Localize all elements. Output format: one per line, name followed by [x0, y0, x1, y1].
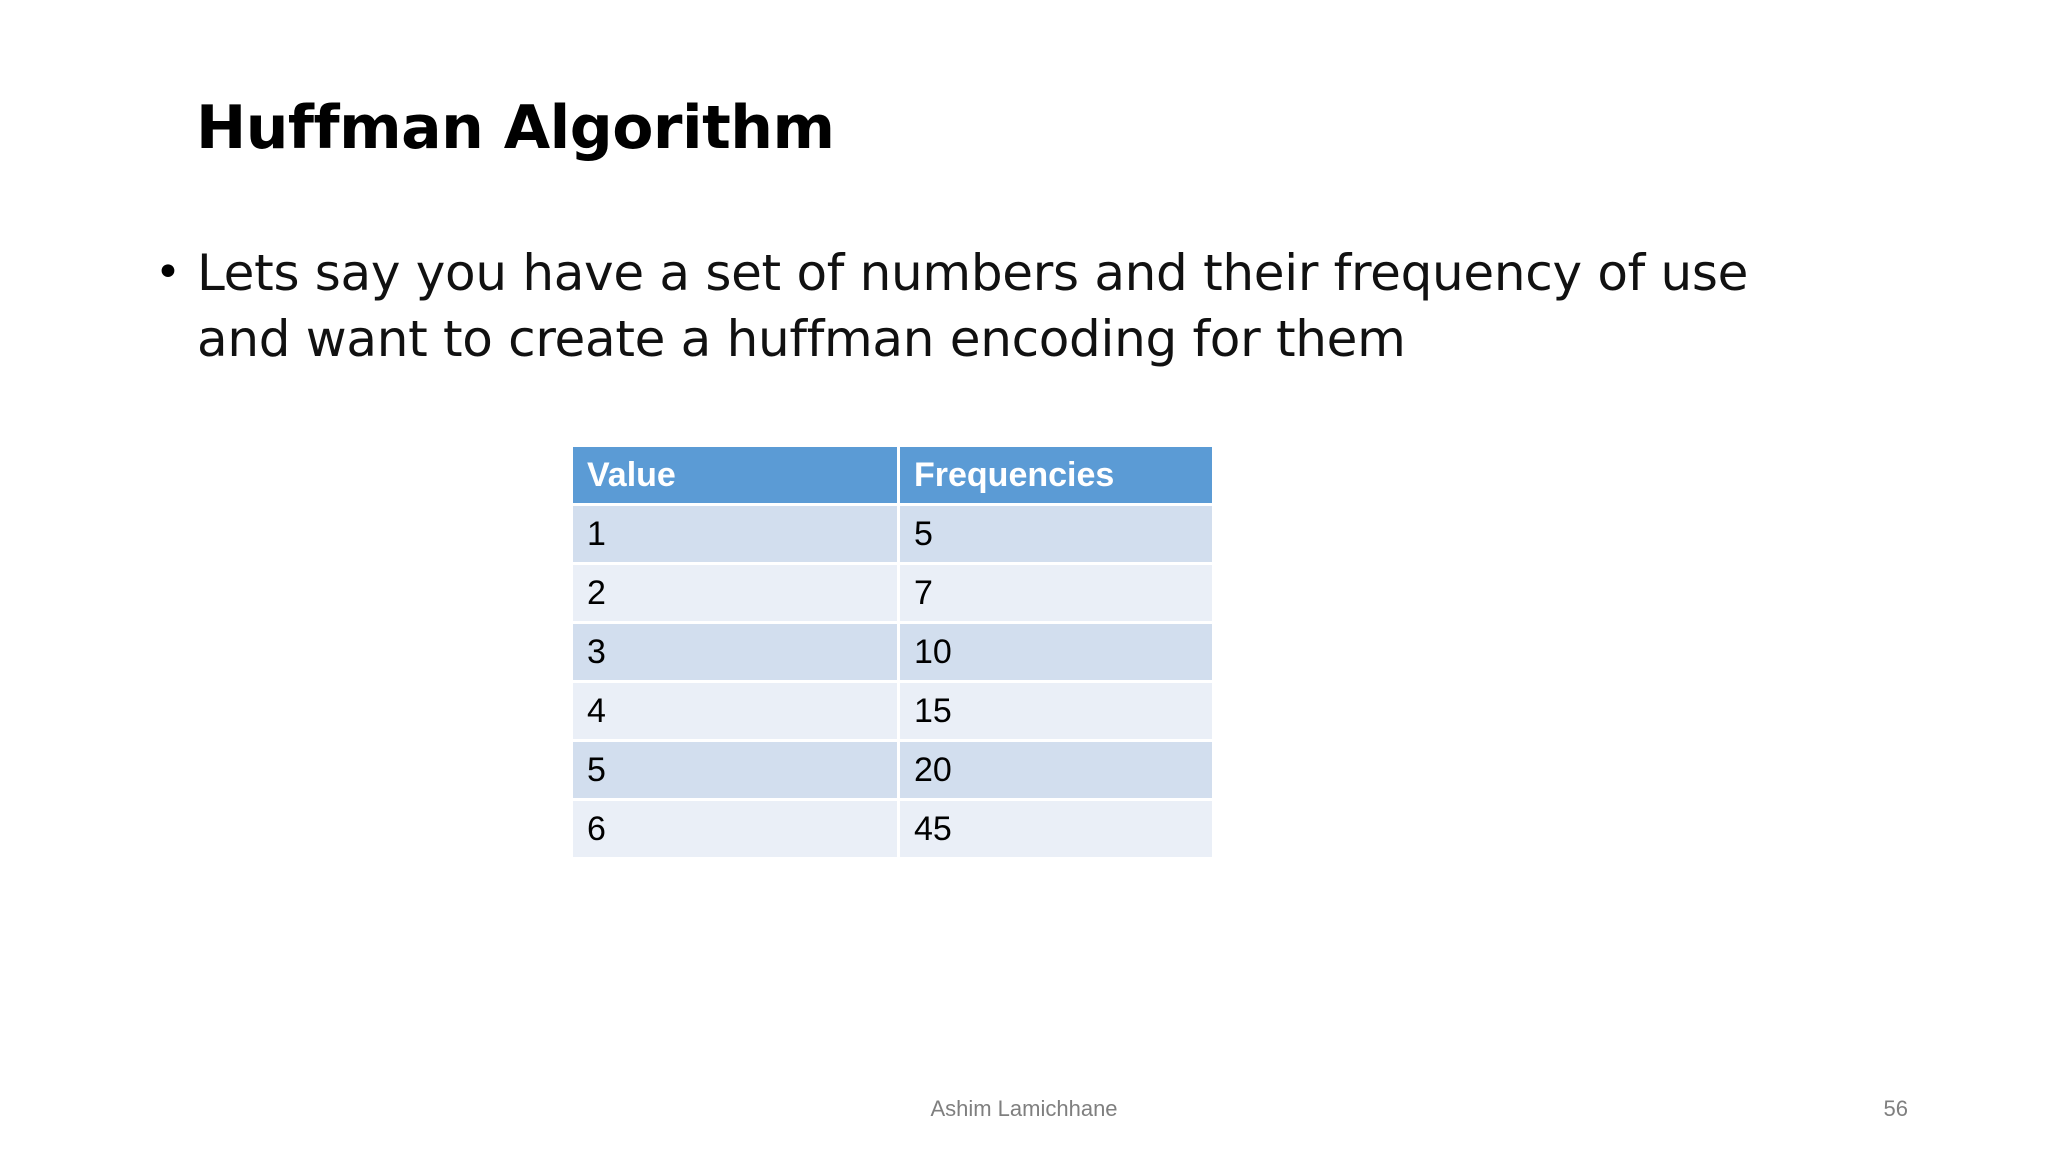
footer-author: Ashim Lamichhane	[930, 1096, 1118, 1121]
bullet-text: Lets say you have a set of numbers and their frequency of use and want to create a huffman encoding for them	[197, 244, 1749, 368]
cell-frequency: 20	[899, 741, 1214, 800]
bullet-item	[155, 240, 1855, 372]
cell-value: 5	[572, 741, 899, 800]
cell-frequency: 7	[899, 564, 1214, 623]
cell-frequency: 45	[899, 800, 1214, 859]
table-row	[572, 741, 1214, 800]
table-row	[572, 623, 1214, 682]
table-row	[572, 800, 1214, 859]
cell-value: 4	[572, 682, 899, 741]
cell-frequency: 10	[899, 623, 1214, 682]
cell-value: 6	[572, 800, 899, 859]
footer-page-number: 56	[1883, 1096, 1908, 1121]
cell-frequency: 5	[899, 505, 1214, 564]
cell-value: 2	[572, 564, 899, 623]
table-header-row	[572, 446, 1214, 505]
slide-title: Huffman Algorithm	[196, 93, 835, 163]
cell-frequency: 15	[899, 682, 1214, 741]
header-value: Value	[572, 446, 899, 505]
table-row	[572, 682, 1214, 741]
cell-value: 3	[572, 623, 899, 682]
table-row	[572, 505, 1214, 564]
cell-value: 1	[572, 505, 899, 564]
table-row	[572, 564, 1214, 623]
bullet-icon: •	[155, 247, 181, 298]
frequency-table	[570, 444, 1215, 860]
frequency-table-container	[570, 444, 1215, 860]
header-frequencies: Frequencies	[899, 446, 1214, 505]
